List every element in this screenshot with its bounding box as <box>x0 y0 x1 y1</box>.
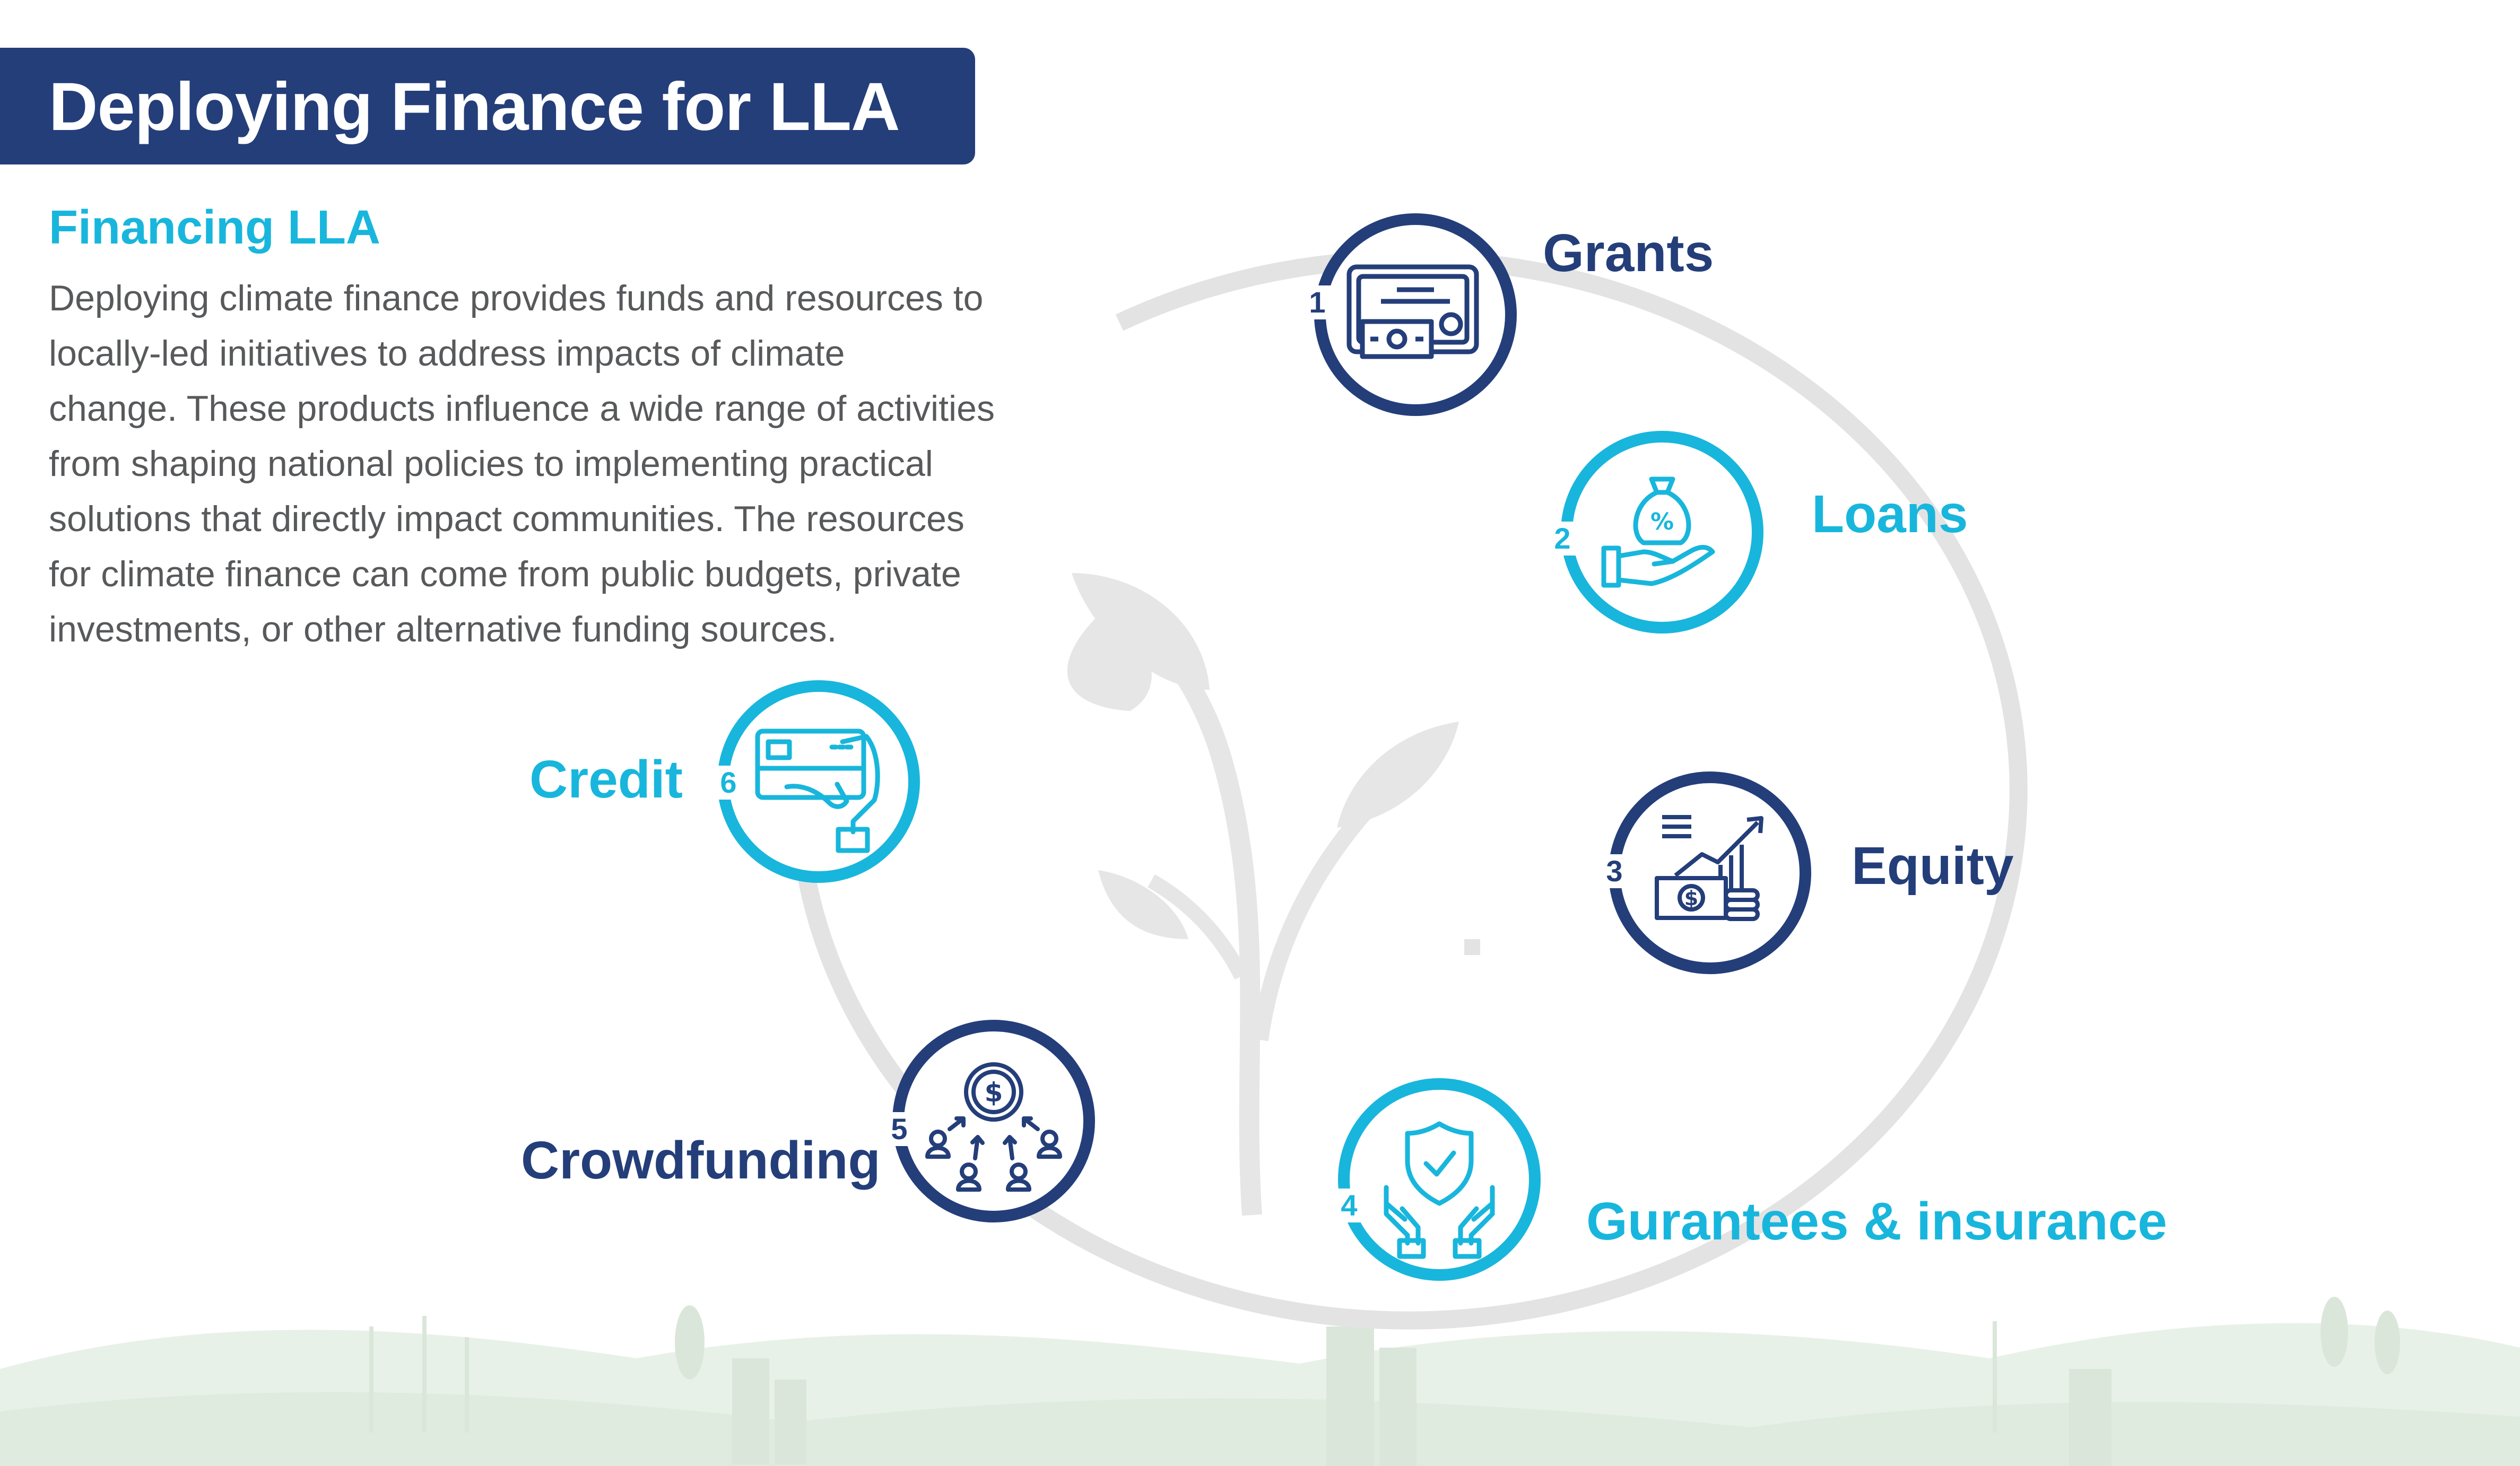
guarantees-node <box>1336 1076 1543 1283</box>
svg-text:$: $ <box>984 1077 1003 1108</box>
step-number: 4 <box>1332 1189 1366 1222</box>
intro-line: change. These products influence a wide range of activities <box>49 388 995 429</box>
step-number: 3 <box>1597 854 1631 888</box>
intro-line: for climate finance can come from public budgets, private <box>49 554 961 594</box>
step-number: 5 <box>882 1112 916 1146</box>
item-label-crowdfunding: Crowdfunding <box>521 1131 881 1190</box>
page-title: Deploying Finance for LLA <box>49 69 900 145</box>
credit-node <box>715 678 922 885</box>
item-label-guarantees: Gurantees & insurance <box>1586 1192 2167 1251</box>
svg-text:$: $ <box>1684 887 1699 910</box>
step-number: 2 <box>1545 522 1579 556</box>
section-subtitle: Financing LLA <box>49 201 380 254</box>
ring-connectors <box>1464 939 1480 955</box>
intro-line: solutions that directly impact communities. The resources <box>49 499 964 539</box>
loans-node <box>1559 429 1766 636</box>
crowdfunding-node <box>890 1018 1097 1225</box>
item-label-equity: Equity <box>1852 836 2014 896</box>
equity-node <box>1606 769 1813 976</box>
svg-text:%: % <box>1650 508 1674 535</box>
landscape-background <box>0 1297 2520 1466</box>
intro-line: locally-led initiatives to address impacts of climate <box>49 333 845 374</box>
intro-line: from shaping national policies to implementing practical <box>49 444 933 484</box>
grants-node <box>1312 211 1519 418</box>
step-number: 1 <box>1300 285 1334 319</box>
step-number: 6 <box>711 766 745 800</box>
intro-line: Deploying climate finance provides funds and resources to <box>49 278 984 318</box>
item-label-loans: Loans <box>1812 484 1968 544</box>
item-label-credit: Credit <box>529 750 683 809</box>
intro-paragraph <box>49 271 1120 657</box>
item-label-grants: Grants <box>1543 223 1714 283</box>
intro-line: investments, or other alternative funding sources. <box>49 609 837 649</box>
